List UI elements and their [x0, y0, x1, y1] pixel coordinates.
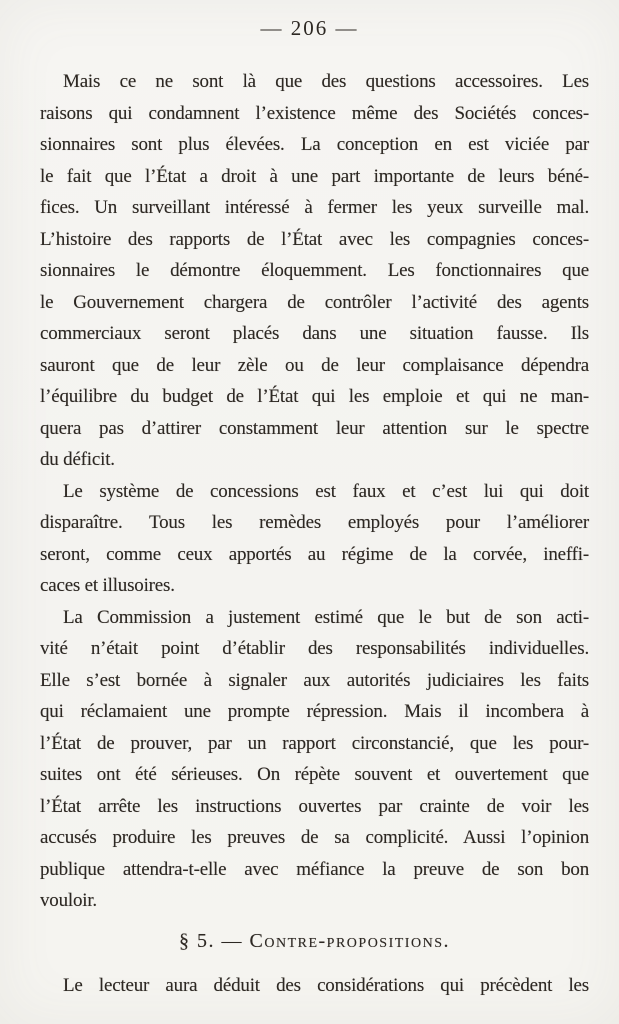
- page-body: [40, 66, 589, 1002]
- text-line: sauront que de leur zèle ou de leur complaisance dépendra: [40, 354, 589, 376]
- text-line: Le système de concessions est faux et c’est lui qui doit: [63, 480, 589, 502]
- text-line: accusés produire les preuves de sa complicité. Aussi l’opinion: [40, 827, 589, 848]
- text-line: Le lecteur aura déduit des considérations qui précèdent les: [63, 975, 589, 996]
- text-line: vouloir.: [40, 890, 97, 911]
- text-line: publique attendra-t-elle avec méfiance la preuve de son bon: [40, 858, 589, 880]
- text-line: l’État arrête les instructions ouvertes par crainte de voir les: [40, 795, 589, 817]
- paragraph: [40, 476, 589, 602]
- text-line: qui réclamaient une prompte répression. Mais il incombera à: [40, 701, 589, 722]
- paragraph: [40, 970, 589, 1002]
- paragraph: [40, 66, 589, 476]
- section-heading: § 5. — Contre-propositions.: [179, 929, 450, 952]
- text-line: vité n’était point d’établir des responsabilités individuelles.: [40, 638, 589, 659]
- text-line: sionnaires sont plus élevées. La conception en est viciée par: [40, 134, 589, 155]
- text-line: raisons qui condamnent l’existence même des Sociétés conces-: [40, 102, 589, 124]
- text-line: l’État de prouver, par un rapport circonstancié, que les pour-: [40, 732, 589, 754]
- text-line: le Gouvernement chargera de contrôler l’activité des agents: [40, 291, 589, 313]
- page-number: — 206 —: [260, 16, 359, 40]
- text-line: L’histoire des rapports de l’État avec les compagnies conces-: [40, 228, 589, 250]
- text-line: l’équilibre du budget de l’État qui les emploie et qui ne man-: [40, 386, 589, 407]
- text-line: suites ont été sérieuses. On répète souvent et ouvertement que: [40, 764, 589, 785]
- paragraph: [40, 602, 589, 917]
- text-line: La Commission a justement estimé que le but de son acti-: [63, 606, 589, 628]
- text-line: sionnaires le démontre éloquemment. Les fonctionnaires que: [40, 260, 589, 281]
- text-line: caces et illusoires.: [40, 575, 175, 596]
- text-line: seront, comme ceux apportés au régime de la corvée, ineffi-: [40, 543, 589, 565]
- text-line: fices. Un surveillant intéressé à fermer les yeux surveille mal.: [40, 197, 589, 218]
- text-line: Mais ce ne sont là que des questions accessoires. Les: [63, 71, 589, 92]
- text-line: disparaître. Tous les remèdes employés pour l’améliorer: [40, 512, 589, 533]
- text-line: commerciaux seront placés dans une situation fausse. Ils: [40, 323, 589, 344]
- text-line: du déficit.: [40, 449, 115, 470]
- text-line: quera pas d’attirer constamment leur attention sur le spectre: [40, 417, 589, 439]
- text-line: le fait que l’État a droit à une part importante de leurs béné-: [40, 165, 589, 187]
- text-line: Elle s’est bornée à signaler aux autorités judiciaires les faits: [40, 669, 589, 691]
